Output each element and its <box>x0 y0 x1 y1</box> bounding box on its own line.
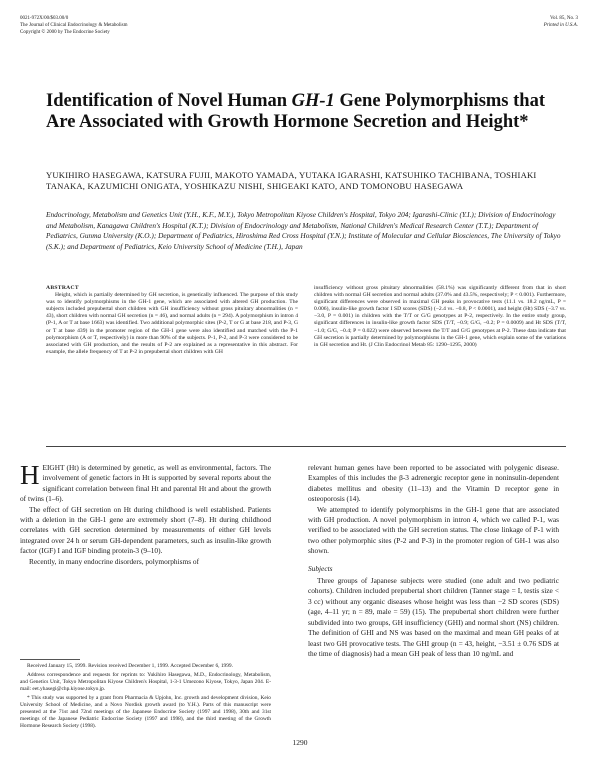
subjects-paragraph: Three groups of Japanese subjects were studied (one adult and two pediatric cohorts). Children included prepubertal short children (Tanner stage = I, testis size < 3 cc) without any organic diseases whose height was less than −2 SD scores (SDS) (age, 4–11 yr; n = 89, male = 59) (15). The prepubertal short children were further subdivided into two groups, GH insufficiency (GHI) and normal short (NS) children. The definition of GHI and NS was based on the maximal and mean GH peaks of at least two GH provocative tests. The GHI group (n = 43, height, −3.51 ± 0.76 SDS at the time of diagnosis) had a mean GH peak of less than 10 ng/mL and <box>308 576 559 658</box>
footnote-address: Address correspondence and requests for reprints to: Yukihiro Hasegawa, M.D., Endocrinology, Metabolism, and Genetics Unit, Tokyo Metropolitan Kiyose Children's Hospital, 1-3-1 Umezono Kiyose, Tokyo, Japan 204. E-mail: eet.yhasegi@chp.kiyose.tokyo.jp. <box>20 672 271 692</box>
author-list: YUKIHIRO HASEGAWA, KATSURA FUJII, MAKOTO YAMADA, YUTAKA IGARASHI, KATSUHIKO TACHIBANA, TOSHIAKI TANAKA, KAZUMICHI ONIGATA, YOSHIKAZU NISHI, SHIGEAKI KATO, AND TOMONOBU HASEGAWA <box>46 170 537 191</box>
title-part-2: Gene Polymorphisms that Are Associated with Growth Hormone Secretion and Height* <box>46 91 545 132</box>
footnote-received: Received January 15, 1999. Revision received December 1, 1999. Accepted December 6, 1999. <box>27 663 233 669</box>
drop-cap: H <box>20 460 40 490</box>
issn-line: 0021-972X/00/$03.00/0 <box>20 16 69 21</box>
title-part-1: Identification of Novel Human <box>46 91 292 111</box>
abstract-divider <box>46 446 566 447</box>
subjects-heading: Subjects <box>308 563 333 573</box>
journal-name: The Journal of Clinical Endocrinology & Metabolism <box>20 23 128 28</box>
abstract-label: ABSTRACT <box>46 285 79 291</box>
printed-in: Printed in U.S.A. <box>543 23 578 28</box>
intro-paragraph-1-text: EIGHT (Ht) is determined by genetic, as well as environmental, factors. The involvement of genetic factors in Ht is supported by several reports about the significant correlation between final Ht and parental Ht and about the growth of twins (1–6). <box>20 463 271 504</box>
intro-paragraph-1 <box>20 460 271 505</box>
body-column-right <box>308 463 559 659</box>
affiliations: Endocrinology, Metabolism and Genetics Unit (Y.H., K.F., M.Y.), Tokyo Metropolitan Kiyose Children's Hospital, Tokyo 204; Igarashi-Clinic (Y.I.); Division of Endocrinology and Metabolism, Kanagawa Children's Hospital (K.T.); Division of Endocrinology and Metabolism, National Children's Medical Research Center (T.T.); Department of Pediatrics, Gunma University (K.O.); Department of Pediatrics, Hiroshima Red Cross Hospital (Y.N.); Institute of Molecular and Cellular Biosciences, The University of Tokyo (S.K.); and Department of Pediatrics, Keio University School of Medicine (T.H.), Japan <box>46 210 561 251</box>
abstract-column-right <box>314 285 566 349</box>
page-number: 1290 <box>292 738 308 747</box>
copyright-line: Copyright © 2000 by The Endocrine Society <box>20 30 110 35</box>
body-column-left <box>20 460 271 567</box>
footnote-divider <box>20 659 80 660</box>
volume-issue: Vol. 85, No. 3 <box>550 16 578 21</box>
footnote-support: * This study was supported by a grant from Pharmacia & Upjohn, Inc. growth and development division, Keio University School of Medicine, and a Novo Nordisk growth award (to Y.H.). Parts of this manuscript were presented at the 71st and 72nd meetings of the Japanese Endocrine Society (1997 and 1998), 30th and 31st meetings of the Japanese Pediatric Endocrine Society (1997 and 1998), and the third meeting of the Growth Hormone Research Society (1998). <box>20 695 271 729</box>
title-gene-name: GH-1 <box>291 91 335 111</box>
footnotes <box>20 663 271 732</box>
right-paragraph-2: We attempted to identify polymorphisms in the GH-1 gene that are associated with GH production. A novel polymorphism in intron 4, which we called P-1, was verified to be associated with the GH secretion status. The close linkage of P-1 with two other polymorphic sites (P-2 and P-3) in the promoter region of GH-1 was also shown. <box>308 504 559 556</box>
article-title <box>46 91 566 133</box>
journal-header-right <box>418 15 578 29</box>
intro-paragraph-2: The effect of GH secretion on Ht during childhood is well established. Patients with a deletion in the GH-1 gene are extremely short (7–8). Ht during childhood correlates with GH secretion determined by measurements of either GH levels integrated over 24 h or serum GH-dependent parameters, such as insulin-like growth factor (IGF) I and IGF binding protein-3 (9–10). <box>20 504 271 556</box>
journal-header-left <box>20 15 260 36</box>
right-paragraph-1: relevant human genes have been reported to be associated with polygenic disease. Examples of this includes the β-3 adrenergic receptor gene in noninsulin-dependent diabetes mellitus and obesity (11–13) and the Vitamin D receptor gene in osteoporosis (14). <box>308 463 559 504</box>
abstract-text-left: Height, which is partially determined by GH secretion, is genetically influenced. The purpose of this study was to identify polymorphisms in the GH-1 gene, which are associated with altered GH production. The subjects included prepubertal short children with GH insufficiency without gross pituitary abnormalities (n = 43), short children with normal GH secretion (n = 46), and normal adults (n = 294). A polymorphism in intron 4 (P-1, A or T at base 1663) was identified. Two additional polymorphic sites (P-2, T or G at base 218, and P-3, G or T at base 439) in the promoter region of the GH-1 gene were also identified and matched with the P-1 polymorphism (A or T, respectively) in more than 90% of the subjects. P-1, P-2, and P-3 were considered to be associated with GH production, and the results of P-2 are explained as a representative in this abstract. For example, the allele frequency of T at P-2 in prepubertal short children with GH <box>46 292 298 355</box>
abstract-text-right: insufficiency without gross pituitary abnormalities (58.1%) was significantly different from that in short children with normal GH secretion and normal adults (37.0% and 43.5%, respectively; P < 0.001). Furthermore, significant differences were observed in maximal GH peaks in provocative tests (11.1 vs. 18.2 ng/mL, P = 0.006), insulin-like growth factor I SD scores (SDS) (−2.4 vs. −0.8, P < 0.0001), and height (Ht) SDS (−3.7 vs. −3.0, P = 0.001) in children with the T/T or G/G genotypes at P-2, respectively. In the entire study group, significant differences in insulin-like growth factor SDS (T/T, −0.9; G/G, −0.2; P = 0.0009) and Ht SDS (T/T, −1.0; G/G, −0.4; P = 0.022) were observed between the T/T and G/G genotypes at P-2. These data indicate that GH secretion is partially determined by polymorphisms in the GH-1 gene, which explain some of the variations in GH secretion and Ht. (J Clin Endocrinol Metab 85: 1290–1295, 2000) <box>314 285 566 348</box>
intro-paragraph-3: Recently, in many endocrine disorders, polymorphisms of <box>29 556 200 566</box>
abstract-column-left <box>46 285 298 356</box>
